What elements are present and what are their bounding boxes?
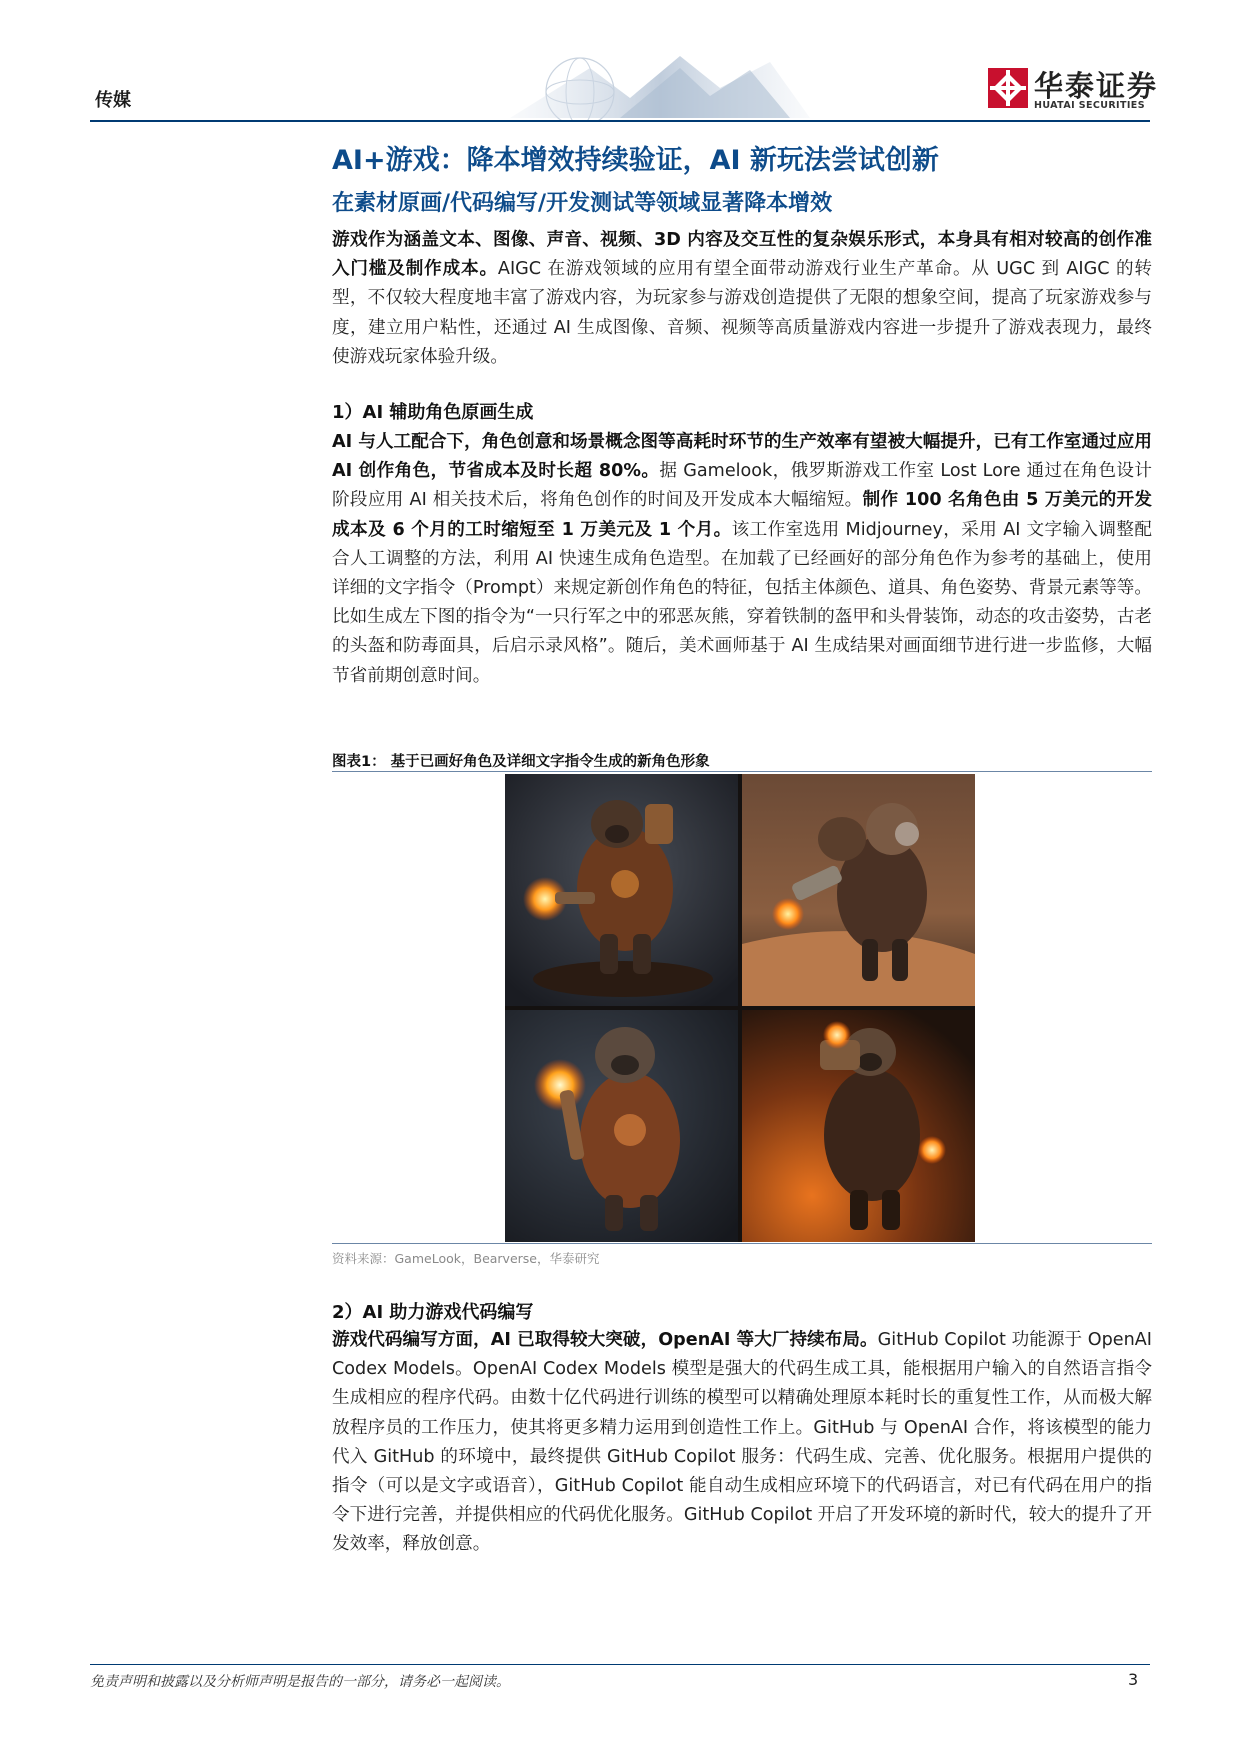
figure-rule-top [332, 771, 1152, 772]
figure-rule-bottom [332, 1243, 1152, 1244]
figure-title: 图表1： 基于已画好角色及详细文字指令生成的新角色形象 [332, 754, 710, 770]
header-decoration [470, 48, 830, 120]
bear-character-image-grid [505, 774, 975, 1242]
bear-image-3 [505, 1010, 738, 1242]
section1-bold-1: AI 与人工配合下，角色创意和场景概念图等高耗时环节的生产效率有望被大幅提升，已有工作室通过应用 AI 创作角色，节省成本及时长超 80%。 [332, 432, 1152, 482]
section2-heading: 2）AI 助力游戏代码编写 [332, 1302, 534, 1323]
brand-name-cn: 华泰证券 [1034, 69, 1159, 103]
page-subtitle: 在素材原画/代码编写/开发测试等领域显著降本增效 [332, 191, 833, 216]
intro-bold: 游戏作为涵盖文本、图像、声音、视频、3D 内容及交互性的复杂娱乐形式，本身具有相对较高的创作准入门槛及制作成本。 [332, 230, 1152, 280]
section1-text-2: 该工作室选用 Midjourney，采用 AI 文字输入调整配合人工调整的方法，利用 AI 快速生成角色造型。在加载了已经画好的部分角色作为参考的基础上，使用详细的文字指令（Prompt）来规定新创作角色的特征，包括主体颜色、道具、角色姿势、背景元素等等。比如生成左下图的指令为“一只行军之中的邪恶灰熊，穿着铁制的盔甲和头骨装饰，动态的攻击姿势，古老的头盔和防毒面具，后启示录风格”。随后，美术画师基于 AI 生成结果对画面细节进行进一步监修，大幅节省前期创意时间。 [332, 519, 1152, 686]
section2-bold: 游戏代码编写方面，AI 已取得较大突破，OpenAI 等大厂持续布局。 [332, 1330, 878, 1350]
page-number: 3 [1128, 1670, 1139, 1689]
figure-source: 资料来源：GameLook，Bearverse，华泰研究 [332, 1251, 600, 1266]
brand-name-en: HUATAI SECURITIES [1034, 100, 1145, 111]
section1-heading: 1）AI 辅助角色原画生成 [332, 402, 534, 423]
section2-paragraph [332, 1326, 1152, 1560]
section2-text: GitHub Copilot 功能源于 OpenAI Codex Models。OpenAI Codex Models 模型是强大的代码生成工具，能根据用户输入的自然语言指令生成相应的程序代码。由数十亿代码进行训练的模型可以精确处理原本耗时长的重复性工作，从而极大解放程序员的工作压力，使其将更多精力运用到创造性工作上。GitHub 与 OpenAI 合作，将该模型的能力代入 GitHub 的环境中，最终提供 GitHub Copilot 服务：代码生成、完善、优化服务。根据用户提供的指令（可以是文字或语音），GitHub Copilot 能自动生成相应环境下的代码语言，对已有代码在用户的指令下进行完善，并提供相应的代码优化服务。GitHub Copilot 开启了开发环境的新时代，较大的提升了开发效率，释放创意。 [332, 1330, 1152, 1555]
page-title: AI+游戏：降本增效持续验证，AI 新玩法尝试创新 [332, 145, 939, 176]
section1-paragraph [332, 428, 1152, 691]
section1-bold-2: 制作 100 名角色由 5 万美元的开发成本及 6 个月的工时缩短至 1 万美元及 1 个月。 [332, 490, 1152, 540]
bear-image-2 [742, 774, 975, 1006]
huatai-logo-icon [988, 68, 1028, 108]
bear-image-1 [505, 774, 738, 1006]
section-label: 传媒 [95, 90, 131, 111]
footer-disclaimer: 免责声明和披露以及分析师声明是报告的一部分，请务必一起阅读。 [90, 1674, 510, 1690]
bear-image-4 [742, 1010, 975, 1242]
header-divider [90, 120, 1150, 122]
footer-divider [90, 1664, 1150, 1665]
intro-text: AIGC 在游戏领域的应用有望全面带动游戏行业生产革命。从 UGC 到 AIGC 的转型，不仅较大程度地丰富了游戏内容，为玩家参与游戏创造提供了无限的想象空间，提高了玩家游戏参与度，建立用户粘性，还通过 AI 生成图像、音频、视频等高质量游戏内容进一步提升了游戏表现力，最终使游戏玩家体验升级。 [332, 259, 1152, 367]
section1-text-1: 据 Gamelook，俄罗斯游戏工作室 Lost Lore 通过在角色设计阶段应用 AI 相关技术后，将角色创作的时间及开发成本大幅缩短。 [332, 461, 1152, 511]
brand-logo [988, 64, 1188, 114]
intro-paragraph [332, 226, 1152, 372]
